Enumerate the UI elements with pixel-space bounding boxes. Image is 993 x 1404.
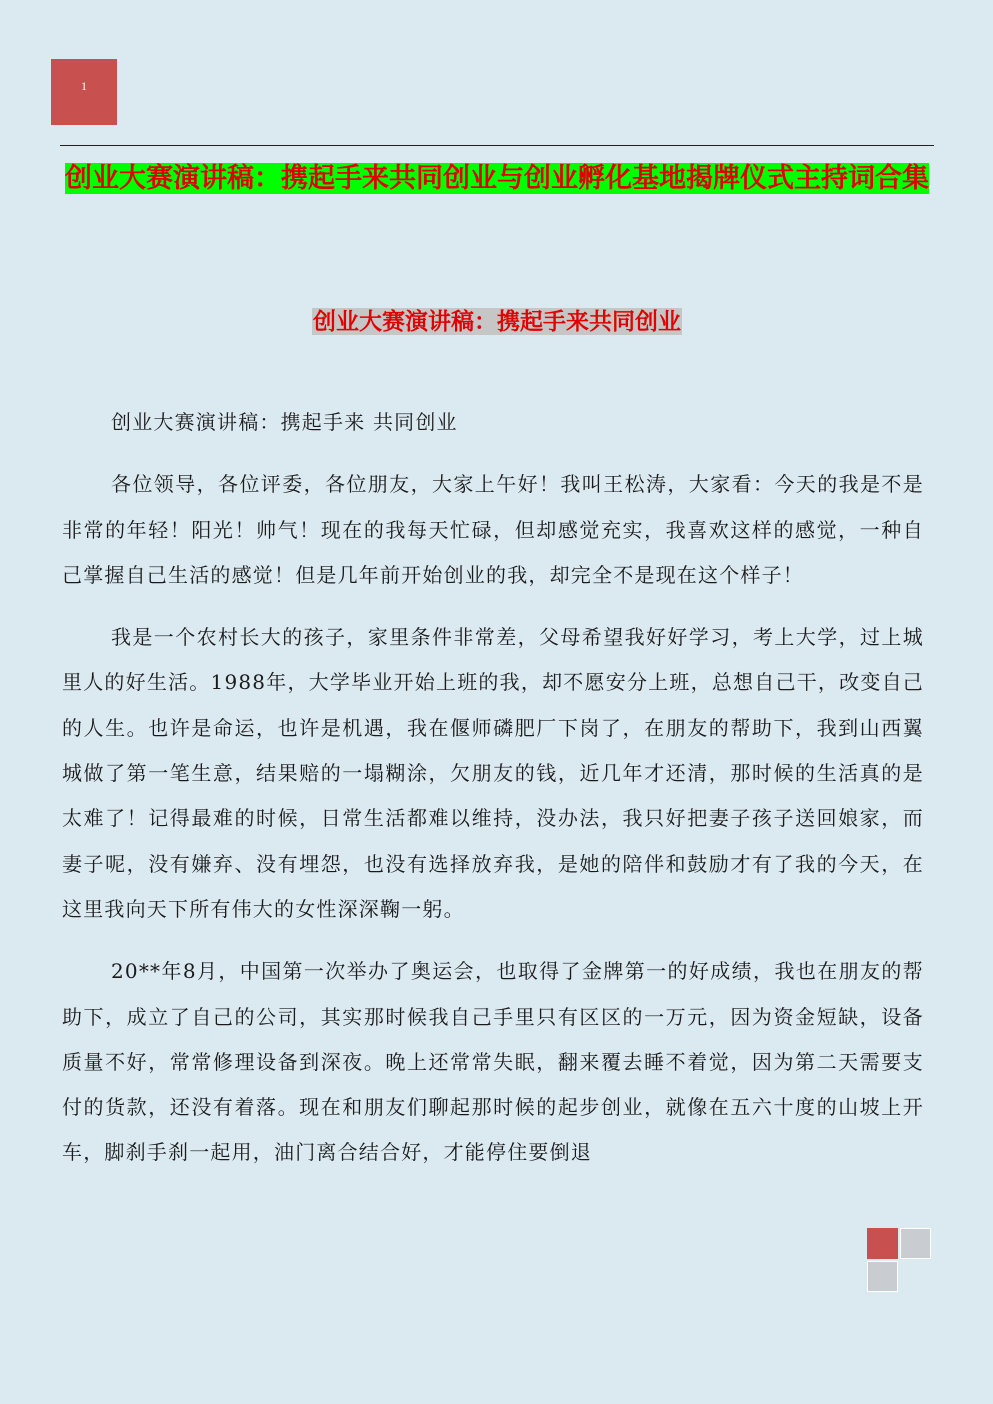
header-divider bbox=[60, 145, 934, 146]
corner-decoration bbox=[867, 1228, 933, 1294]
corner-square-accent bbox=[867, 1228, 898, 1259]
paragraph: 我是一个农村长大的孩子，家里条件非常差，父母希望我好好学习，考上大学，过上城里人的好生活。1988年，大学毕业开始上班的我，却不愿安分上班，总想自己干，改变自己的人生。也许是命运，也许是机遇，我在偃师磷肥厂下岗了，在朋友的帮助下，我到山西翼城做了第一笔生意，结果赔的一塌糊涂，欠朋友的钱，近几年才还清，那时候的生活真的是太难了！记得最难的时候，日常生活都难以维持，没办法，我只好把妻子孩子送回娘家，而妻子呢，没有嫌弃、没有埋怨，也没有选择放弃我，是她的陪伴和鼓励才有了我的今天，在这里我向天下所有伟大的女性深深鞠一躬。 bbox=[62, 625, 924, 921]
paragraph: 20**年8月，中国第一次举办了奥运会，也取得了金牌第一的好成绩，我也在朋友的帮助下，成立了自己的公司，其实那时候我自己手里只有区区的一万元，因为资金短缺，设备质量不好，常常修理设备到深夜。晚上还常常失眠，翻来覆去睡不着觉，因为第二天需要支付的货款，还没有着落。现在和朋友们聊起那时候的起步创业，就像在五六十度的山坡上开车，脚刹手刹一起用，油门离合结合好，才能停住要倒退 bbox=[62, 959, 924, 1165]
paragraph: 创业大赛演讲稿：携起手来 共同创业 bbox=[111, 410, 458, 434]
page-number-badge bbox=[51, 59, 117, 125]
corner-square-gray bbox=[900, 1228, 931, 1259]
paragraph: 各位领导，各位评委，各位朋友，大家上午好！我叫王松涛，大家看：今天的我是不是非常的年轻！阳光！帅气！现在的我每天忙碌，但却感觉充实，我喜欢这样的感觉，一种自己掌握自己生活的感觉！但是几年前开始创业的我，却完全不是现在这个样子！ bbox=[62, 472, 924, 587]
corner-square-gray bbox=[867, 1261, 898, 1292]
section-title-text: 创业大赛演讲稿：携起手来共同创业 bbox=[313, 308, 681, 335]
section-title bbox=[60, 304, 934, 340]
document-body bbox=[62, 400, 924, 1193]
page-number: 1 bbox=[81, 79, 87, 93]
document-title bbox=[60, 160, 934, 198]
document-title-text: 创业大赛演讲稿：携起手来共同创业与创业孵化基地揭牌仪式主持词合集 bbox=[65, 163, 929, 194]
